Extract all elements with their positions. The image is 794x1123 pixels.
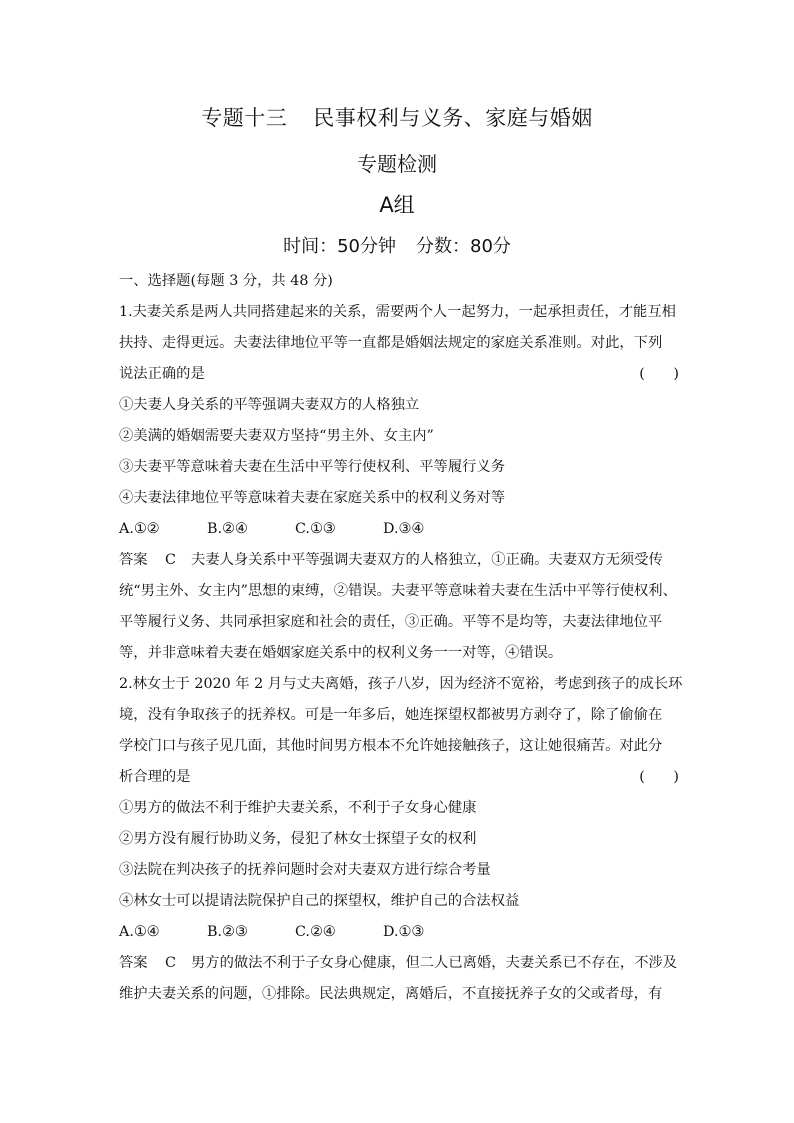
q2-option-d: D.①③ xyxy=(383,924,425,940)
q1-explanation-line: 等，并非意味着夫妻在婚姻家庭关系中的权利义务一一对等，④错误。 xyxy=(119,645,563,661)
q1-answer-letter: C xyxy=(165,552,176,568)
title-topic-name: 民事权利与义务、家庭与婚姻 xyxy=(313,106,593,130)
q1-statement: ①夫妻人身关系的平等强调夫妻双方的人格独立 xyxy=(119,397,420,413)
q1-statement: ④夫妻法律地位平等意味着夫妻在家庭关系中的权利义务对等 xyxy=(119,490,506,506)
q1-stem-line: 1.夫妻关系是两人共同搭建起来的关系，需要两个人一起努力，一起承担责任，才能互相 xyxy=(119,304,676,320)
q1-option-a: A.①② xyxy=(119,521,160,537)
q2-explanation-line: 维护夫妻关系的问题，①排除。民法典规定，离婚后，不直接抚养子女的父或者母，有 xyxy=(119,986,663,1002)
q2-answer-label: 答案 xyxy=(119,955,148,971)
q1-stem-line: 说法正确的是 xyxy=(119,366,205,382)
time-limit: 时间：50分钟 xyxy=(283,236,396,257)
q2-answer-line xyxy=(119,948,679,979)
q1-answer-blank: ( ) xyxy=(639,366,679,382)
q1-option-b: B.②④ xyxy=(207,521,248,537)
q1-explanation-line: 平等履行义务、共同承担家庭和社会的责任，③正确。平等不是均等，夫妻法律地位平 xyxy=(119,614,663,630)
q1-options xyxy=(119,514,679,545)
q1-stem-line: 扶持、走得更远。夫妻法律地位平等一直都是婚姻法规定的家庭关系准则。对此，下列 xyxy=(119,335,663,351)
q2-statement: ②男方没有履行协助义务，侵犯了林女士探望子女的权利 xyxy=(119,831,477,847)
q2-option-c: C.②④ xyxy=(295,924,336,940)
q2-explanation: 男方的做法不利于子女身心健康，但二人已离婚，夫妻关系已不存在，不涉及 xyxy=(191,955,678,971)
section-heading: 一、选择题(每题 3 分，共 48 分) xyxy=(119,273,333,289)
q2-stem-line: 境，没有争取孩子的抚养权。可是一年多后，她连探望权都被男方剥夺了，除了偷偷在 xyxy=(119,707,663,723)
q2-stem-last-line xyxy=(119,762,679,793)
q2-stem-line: 学校门口与孩子见几面，其他时间男方根本不允许她接触孩子，这让她很痛苦。对此分 xyxy=(119,738,663,754)
q2-options xyxy=(119,917,679,948)
q1-statement: ②美满的婚姻需要夫妻双方坚持“男主外、女主内” xyxy=(119,428,434,444)
q1-option-c: C.①③ xyxy=(295,521,336,537)
q1-explanation: 夫妻人身关系中平等强调夫妻双方的人格独立，①正确。夫妻双方无须受传 xyxy=(191,552,663,568)
title-topic-number: 专题十三 xyxy=(201,106,288,130)
q1-statement: ③夫妻平等意味着夫妻在生活中平等行使权利、平等履行义务 xyxy=(119,459,506,475)
page-subtitle: 专题检测 xyxy=(357,152,437,176)
q2-statement: ④林女士可以提请法院保护自己的探望权，维护自己的合法权益 xyxy=(119,893,520,909)
q1-stem-last-line xyxy=(119,359,679,390)
q1-explanation-line: 统“男主外、女主内”思想的束缚，②错误。夫妻平等意味着夫妻在生活中平等行使权利、 xyxy=(119,583,677,599)
exam-info xyxy=(0,232,794,258)
q2-option-b: B.②③ xyxy=(207,924,248,940)
q2-stem-line: 2.林女士于 2020 年 2 月与丈夫离婚，孩子八岁，因为经济不宽裕，考虑到孩子的成长环 xyxy=(119,676,683,692)
total-score: 分数：80分 xyxy=(416,236,511,257)
q1-answer-label: 答案 xyxy=(119,552,148,568)
q2-statement: ③法院在判决孩子的抚养问题时会对夫妻双方进行综合考量 xyxy=(119,862,491,878)
group-label: A组 xyxy=(379,193,415,217)
q2-answer-blank: ( ) xyxy=(639,769,679,785)
q2-option-a: A.①④ xyxy=(119,924,160,940)
q2-answer-letter: C xyxy=(165,955,176,971)
q2-statement: ①男方的做法不利于维护夫妻关系，不利于子女身心健康 xyxy=(119,800,477,816)
question-content xyxy=(119,266,683,1010)
q1-option-d: D.③④ xyxy=(383,521,425,537)
page-title xyxy=(0,102,794,132)
q2-stem-line: 析合理的是 xyxy=(119,769,191,785)
q1-answer-line xyxy=(119,545,679,576)
